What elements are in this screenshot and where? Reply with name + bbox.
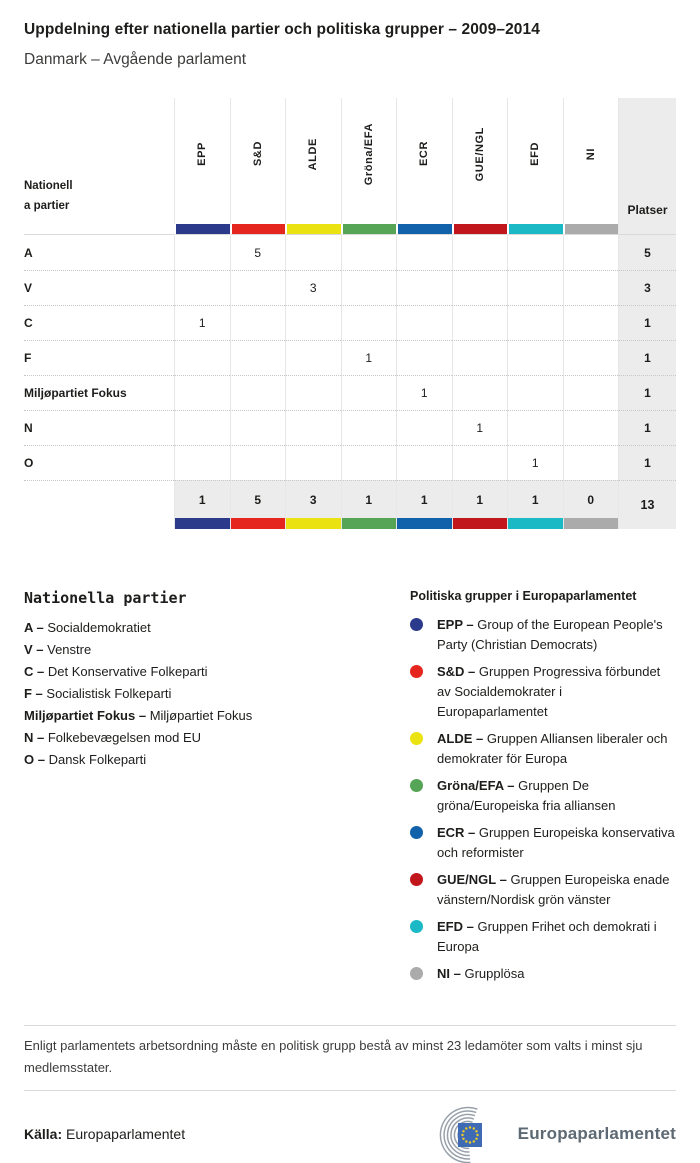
political-group-item: S&D – Gruppen Progressiva förbundet av Socialdemokrater i Europaparlamentet xyxy=(410,662,676,722)
row-label-party: Miljøpartiet Fokus xyxy=(24,375,174,410)
seat-count-cell xyxy=(452,235,508,270)
group-total-cell: 3 xyxy=(285,480,341,529)
seat-count-cell xyxy=(285,445,341,480)
seats-distribution-table xyxy=(24,98,676,529)
seat-count-cell xyxy=(563,340,619,375)
seat-count-cell: 1 xyxy=(507,445,563,480)
group-color-dot xyxy=(410,618,423,631)
political-group-item: EPP – Group of the European People's Party (Christian Democrats) xyxy=(410,615,676,655)
seat-count-cell xyxy=(230,375,286,410)
row-label-party: F xyxy=(24,340,174,375)
seat-count-cell xyxy=(174,410,230,445)
group-color-dot xyxy=(410,665,423,678)
seat-count-cell xyxy=(507,375,563,410)
column-header-s-d: S&D xyxy=(230,98,286,224)
political-group-item: ALDE – Gruppen Alliansen liberaler och demokrater för Europa xyxy=(410,729,676,769)
row-label-party: C xyxy=(24,305,174,340)
seat-count-cell xyxy=(563,305,619,340)
seat-count-cell xyxy=(174,375,230,410)
source-value: Europaparlamentet xyxy=(66,1126,186,1142)
seat-count-cell xyxy=(174,270,230,305)
legends xyxy=(24,589,676,991)
group-color-dot xyxy=(410,967,423,980)
seat-count-cell xyxy=(396,270,452,305)
seat-count-cell xyxy=(174,235,230,270)
seat-count-cell xyxy=(507,270,563,305)
national-party-item: V – Venstre xyxy=(24,642,92,657)
seat-count-cell xyxy=(396,445,452,480)
seat-count-cell xyxy=(230,270,286,305)
column-header-ni: NI xyxy=(563,98,619,224)
political-groups-heading: Politiska grupper i Europaparlamentet xyxy=(410,589,637,603)
row-total-seats: 1 xyxy=(618,445,676,480)
column-header-efd: EFD xyxy=(507,98,563,224)
seat-count-cell xyxy=(563,235,619,270)
seat-count-cell xyxy=(230,410,286,445)
seat-count-cell xyxy=(507,340,563,375)
row-total-seats: 1 xyxy=(618,410,676,445)
column-header-seats: Platser xyxy=(618,98,676,224)
seat-count-cell xyxy=(285,375,341,410)
seat-count-cell: 1 xyxy=(396,375,452,410)
row-total-seats: 3 xyxy=(618,270,676,305)
political-group-item: Gröna/EFA – Gruppen De gröna/Europeiska fria alliansen xyxy=(410,776,676,816)
seat-count-cell xyxy=(452,445,508,480)
group-color-dot xyxy=(410,873,423,886)
seat-count-cell xyxy=(230,305,286,340)
seat-count-cell xyxy=(174,445,230,480)
seat-count-cell xyxy=(341,305,397,340)
national-parties-legend xyxy=(24,589,410,991)
seat-count-cell xyxy=(341,445,397,480)
national-parties-heading: Nationella partier xyxy=(24,589,187,607)
row-total-seats: 1 xyxy=(618,340,676,375)
group-color-bar xyxy=(452,224,508,235)
seat-count-cell xyxy=(563,270,619,305)
colorbar-spacer xyxy=(24,224,174,235)
group-color-dot xyxy=(410,920,423,933)
group-total-cell: 1 xyxy=(396,480,452,529)
seat-count-cell xyxy=(285,235,341,270)
hemicycle-flag-icon xyxy=(428,1105,510,1163)
group-color-bar xyxy=(174,224,230,235)
seat-count-cell xyxy=(507,305,563,340)
political-group-item: EFD – Gruppen Frihet och demokrati i Europa xyxy=(410,917,676,957)
row-total-seats: 5 xyxy=(618,235,676,270)
seat-count-cell: 3 xyxy=(285,270,341,305)
seat-count-cell: 1 xyxy=(341,340,397,375)
seat-count-cell xyxy=(285,305,341,340)
seat-count-cell xyxy=(507,410,563,445)
national-party-item: N – Folkebevægelsen mod EU xyxy=(24,730,202,745)
group-color-bar xyxy=(396,224,452,235)
logo-wordmark: Europaparlamentet xyxy=(517,1124,676,1143)
footnote-divider-top xyxy=(24,1025,676,1026)
row-label-party: N xyxy=(24,410,174,445)
group-color-bar xyxy=(507,224,563,235)
political-group-item: ECR – Gruppen Europeiska konservativa och reformister xyxy=(410,823,676,863)
footnote-text: Enligt parlamentets arbetsordning måste en politisk grupp bestå av minst 23 ledamöter som valts i minst sju medlemsstater. xyxy=(24,1038,643,1075)
page-subtitle: Danmark – Avgående parlament xyxy=(24,51,247,68)
totals-spacer xyxy=(24,480,174,529)
seat-count-cell xyxy=(230,340,286,375)
seat-count-cell: 1 xyxy=(174,305,230,340)
row-header-label: Nationell a partier xyxy=(24,180,73,212)
column-header-gr-na-efa: Gröna/EFA xyxy=(341,98,397,224)
seat-count-cell xyxy=(285,340,341,375)
seat-count-cell xyxy=(563,445,619,480)
seat-count-cell xyxy=(396,410,452,445)
column-header-epp: EPP xyxy=(174,98,230,224)
group-color-dot xyxy=(410,779,423,792)
source-line xyxy=(24,1126,185,1142)
seat-count-cell xyxy=(341,375,397,410)
group-total-cell: 1 xyxy=(341,480,397,529)
political-groups-list xyxy=(410,615,676,984)
seat-count-cell xyxy=(396,340,452,375)
national-party-item: A – Socialdemokratiet xyxy=(24,620,151,635)
seat-count-cell: 1 xyxy=(452,410,508,445)
row-label-party: O xyxy=(24,445,174,480)
seat-count-cell xyxy=(563,375,619,410)
seat-count-cell xyxy=(341,235,397,270)
national-party-item: F – Socialistisk Folkeparti xyxy=(24,686,172,701)
national-party-item: Miljøpartiet Fokus – Miljøpartiet Fokus xyxy=(24,708,253,723)
row-total-seats: 1 xyxy=(618,375,676,410)
european-parliament-logo xyxy=(428,1105,676,1163)
group-total-cell: 1 xyxy=(452,480,508,529)
column-header-alde: ALDE xyxy=(285,98,341,224)
row-label-party: A xyxy=(24,245,33,260)
political-groups-legend xyxy=(410,589,676,991)
footer xyxy=(24,1105,676,1163)
seat-count-cell xyxy=(452,375,508,410)
row-label-party: V xyxy=(24,270,174,305)
seat-count-cell xyxy=(452,340,508,375)
seats-colorbar-cell xyxy=(618,224,676,235)
seat-count-cell xyxy=(507,235,563,270)
national-party-item: O – Dansk Folkeparti xyxy=(24,752,147,767)
seat-count-cell xyxy=(230,445,286,480)
seat-count-cell xyxy=(285,410,341,445)
group-total-cell: 5 xyxy=(230,480,286,529)
group-total-cell: 0 xyxy=(563,480,619,529)
group-color-bar xyxy=(563,224,619,235)
seat-count-cell xyxy=(563,410,619,445)
political-group-item: GUE/NGL – Gruppen Europeiska enade vänstern/Nordisk grön vänster xyxy=(410,870,676,910)
page-title: Uppdelning efter nationella partier och politiska grupper – 2009–2014 xyxy=(24,21,540,38)
group-color-bar xyxy=(230,224,286,235)
group-color-dot xyxy=(410,826,423,839)
national-party-item: C – Det Konservative Folkeparti xyxy=(24,664,208,679)
seat-count-cell xyxy=(341,270,397,305)
group-total-cell: 1 xyxy=(174,480,230,529)
group-color-dot xyxy=(410,732,423,745)
column-header-gue-ngl: GUE/NGL xyxy=(452,98,508,224)
row-total-seats: 1 xyxy=(618,305,676,340)
seat-count-cell: 5 xyxy=(230,235,286,270)
source-label: Källa: xyxy=(24,1126,63,1142)
seat-count-cell xyxy=(174,340,230,375)
group-total-cell: 1 xyxy=(507,480,563,529)
seat-count-cell xyxy=(452,305,508,340)
national-parties-list xyxy=(24,617,410,771)
column-header-ecr: ECR xyxy=(396,98,452,224)
group-color-bar xyxy=(341,224,397,235)
group-color-bar xyxy=(285,224,341,235)
grand-total-seats: 13 xyxy=(618,480,676,529)
seat-count-cell xyxy=(341,410,397,445)
seat-count-cell xyxy=(396,305,452,340)
political-group-item: NI – Grupplösa xyxy=(410,964,676,984)
seat-count-cell xyxy=(396,235,452,270)
seat-count-cell xyxy=(452,270,508,305)
